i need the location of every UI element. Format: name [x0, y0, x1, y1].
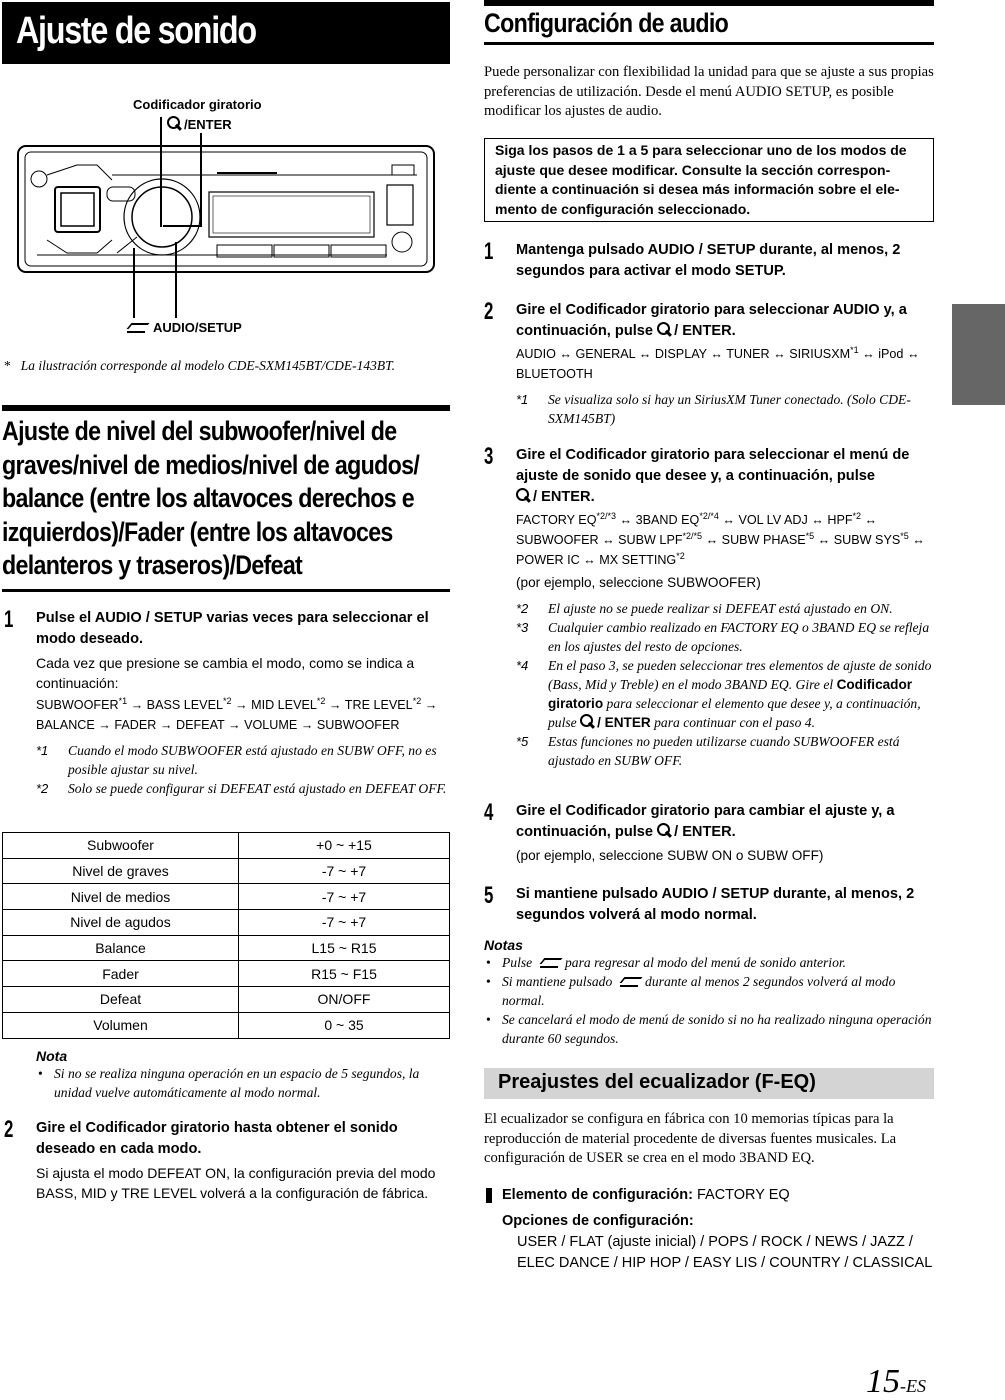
- table-row: Defeat ON/OFF: [3, 987, 450, 1013]
- encoder-label: Codificador giratorio: [133, 97, 262, 112]
- page-title: Ajuste de sonido: [2, 2, 450, 64]
- feq-intro: El ecualizador se configura en fábrica con 10 memorias típicas para la reproducción de material procedente de diversas fuentes musicales. La configuración de USER se crea en el modo 3BAND EQ.: [484, 1111, 897, 1167]
- right-step-2: 2 Gire el Codificador giratorio para seleccionar AUDIO y, a continuación, pulse / ENTER. AUDIO ↔ GENERAL ↔ DISPLAY ↔ TUNER ↔ SIRIUSXM$^{*1}$ ↔ iPod ↔ BLUETOOTH *1 Se visualiza solo si hay un SiriusXM Tuner conectado. (Solo CDE-SXM145BT): [484, 300, 934, 428]
- footnote: *3 Cualquier cambio realizado en FACTORY EQ o 3BAND EQ se refleja en los ajustes del resto de opciones.: [516, 620, 930, 654]
- search-icon: [657, 322, 672, 337]
- left-step-2: 2 Gire el Codificador giratorio hasta obtener el sonido deseado en cada modo. Si ajusta el modo DEFEAT ON, la configuración previa del modo BASS, MID y TRE LEVEL volverá a la configuración de fábrica.: [4, 1116, 436, 1201]
- search-icon: [167, 116, 182, 131]
- feq-heading: Preajustes del ecualizador (F-EQ): [484, 1068, 934, 1099]
- right-step-1: 1 Mantenga pulsado AUDIO / SETUP durante, al menos, 2 segundos para activar el modo SETUP.: [484, 238, 901, 279]
- section-heading-audio-config: Configuración de audio: [484, 0, 934, 45]
- device-illustration: [15, 95, 440, 345]
- right-step-4: 4 Gire el Codificador giratorio para cambiar el ajuste y, a continuación, pulse / ENTER. (por ejemplo, seleccione SUBW ON o SUBW OFF): [484, 799, 895, 863]
- left-step-1: 1 Pulse el AUDIO / SETUP varias veces para seleccionar el modo deseado. Cada vez que presione se cambia el modo, como se indica a continuación: SUBWOOFER$^{*1}$ → BASS LEVEL$^{*2}$ → MID LEVEL$^{*2}$ → TRE LEVEL$^{*2}$ → BALANCE → FADER → DEFEAT → VOLUME → SUBWOOFER *1 Cuando el modo SUBWOOFER está ajustado en SUBW OFF, no es posible ajustar su nivel. *2 Solo se puede configurar si DEFEAT está ajustado en DEFEAT OFF.: [4, 608, 450, 798]
- table-row: Fader R15 ~ F15: [3, 961, 450, 987]
- side-tab: [952, 304, 1005, 405]
- mode-sequence: SUBWOOFER$^{*1}$ → BASS LEVEL$^{*2}$ → MID LEVEL$^{*2}$ → TRE LEVEL$^{*2}$ → BALANCE → FADER → DEFEAT → VOLUME → SUBWOOFER: [36, 695, 438, 732]
- footnote: *2 Solo se puede configurar si DEFEAT está ajustado en DEFEAT OFF.: [36, 781, 447, 796]
- setting-item: Elemento de configuración: FACTORY EQ Opciones de configuración: USER / FLAT (ajuste inicial) / POPS / ROCK / NEWS / JAZZ / ELEC DANCE / HIP HOP / EASY LIS / COUNTRY / CLASSICAL: [484, 1185, 934, 1274]
- table-row: Subwoofer +0 ~ +15: [3, 833, 450, 859]
- instruction-box: Siga los pasos de 1 a 5 para seleccionar uno de los modos de ajuste que desee modificar. Consulte la sección correspon- diente a continuación si desea más información sobre el ele- mento de configuración seleccionado.: [484, 138, 934, 222]
- search-icon: [580, 714, 595, 729]
- page-number: 15-ES: [866, 1363, 926, 1400]
- left-note: Nota • Si no se realiza ninguna operación en un espacio de 5 segundos, la unidad vuelve automáticamente al modo normal.: [36, 1048, 450, 1102]
- illustration-note: * La ilustración corresponde al modelo CDE-SXM145BT/CDE-143BT.: [4, 358, 395, 373]
- table-row: Nivel de agudos -7 ~ +7: [3, 910, 450, 936]
- audio-setup-label: AUDIO/SETUP: [153, 320, 242, 335]
- footnote: *2 El ajuste no se puede realizar si DEFEAT está ajustado en ON.: [516, 601, 893, 616]
- back-icon: [539, 956, 559, 968]
- table-row: Nivel de graves -7 ~ +7: [3, 858, 450, 884]
- sound-menu-sequence: FACTORY $EQ^{*2/*3}$ ↔ 3BAND $EQ^{*2/*4}$ ↔ VOL LV ADJ ↔ HPF$^{*2}$ ↔ SUBWOOFER ↔ SUBW $LPF^{*2/*5}$ ↔ SUBW PHASE$^{*5}$ ↔ SUBW SYS$^{*5}$ ↔ POWER IC ↔ MX SETTING$^{*2}$: [516, 510, 925, 567]
- menu-sequence: AUDIO ↔ GENERAL ↔ DISPLAY ↔ TUNER ↔ SIRIUSXM$^{*1}$ ↔ iPod ↔ BLUETOOTH: [516, 344, 920, 381]
- footnote: *1 Cuando el modo SUBWOOFER está ajustado en SUBW OFF, no es posible ajustar su nivel.: [36, 743, 437, 777]
- right-notes: Notas • Pulse para regresar al modo del menú de sonido anterior. • Si mantiene pulsado durante al menos 2 segundos volverá al modo normal. • Se cancelará el modo de menú de sonido si no ha realizado ninguna operación durante 60 segundos.: [484, 937, 934, 1048]
- section-heading-levels: Ajuste de nivel del subwoofer/nivel de graves/nivel de medios/nivel de agudos/ balance (entre los altavoces derechos e izquierdos)/Fader (entre los altavoces delanteros y traseros)/Defeat: [2, 405, 450, 592]
- back-icon: [619, 975, 639, 987]
- back-icon: [126, 321, 146, 333]
- enter-label: /ENTER: [167, 116, 232, 132]
- options-line: USER / FLAT (ajuste inicial) / POPS / ROCK / NEWS / JAZZ /: [517, 1234, 913, 1250]
- ranges-table: [2, 832, 450, 1039]
- table-row: Volumen 0 ~ 35: [3, 1012, 450, 1038]
- section-marker: [486, 1188, 492, 1203]
- footnote: *5 Estas funciones no pueden utilizarse cuando SUBWOOFER está ajustado en SUBW OFF.: [516, 734, 900, 768]
- audio-config-intro: Puede personalizar con flexibilidad la unidad para que se ajuste a sus propias preferencias de utilización. Desde el menú AUDIO SETUP, es posible modificar los ajustes de audio.: [484, 64, 934, 120]
- search-icon: [657, 823, 672, 838]
- table-row: Nivel de medios -7 ~ +7: [3, 884, 450, 910]
- right-step-3: 3 Gire el Codificador giratorio para seleccionar el menú de ajuste de sonido que desee y, a continuación, pulse / ENTER. FACTORY $EQ^{*2/*3}$ ↔ 3BAND $EQ^{*2/*4}$ ↔ VOL LV ADJ ↔ HPF$^{*2}$ ↔ SUBWOOFER ↔ SUBW $LPF^{*2/*5}$ ↔ SUBW PHASE$^{*5}$ ↔ SUBW SYS$^{*5}$ ↔ POWER IC ↔ MX SETTING$^{*2}$ (por ejemplo, seleccione SUBWOOFER) *2 El ajuste no se puede realizar si DEFEAT está ajustado en ON. *3 Cualquier cambio realizado en FACTORY EQ o 3BAND EQ se refleja en los ajustes del resto de opciones. *4 En el paso 3, se pueden seleccionar tres elementos de ajuste de sonido (Bass, Mid y Treble) en el modo 3BAND EQ. Gire el Codificador giratorio para seleccionar el elemento que desee y, a continuación, pulse / ENTER para continuar con el paso 4. *5 Estas funciones no pueden utilizarse cuando SUBWOOFER está ajustado en SUBW OFF.: [484, 445, 934, 770]
- footnote: *1 Se visualiza solo si hay un SiriusXM Tuner conectado. (Solo CDE-SXM145BT): [516, 392, 911, 426]
- head-unit-drawing: [17, 145, 437, 275]
- back-label: [123, 320, 149, 335]
- right-step-5: 5 Si mantiene pulsado AUDIO / SETUP durante, al menos, 2 segundos volverá al modo normal.: [484, 882, 915, 923]
- table-row: Balance L15 ~ R15: [3, 935, 450, 961]
- footnote: *4 En el paso 3, se pueden seleccionar tres elementos de ajuste de sonido (Bass, Mid y Treble) en el modo 3BAND EQ. Gire el Codificador giratorio para seleccionar el elemento que desee y, a continuación, pulse / ENTER para continuar con el paso 4.: [516, 658, 932, 730]
- options-line: ELEC DANCE / HIP HOP / EASY LIS / COUNTRY / CLASSICAL: [517, 1255, 933, 1271]
- search-icon: [516, 488, 531, 503]
